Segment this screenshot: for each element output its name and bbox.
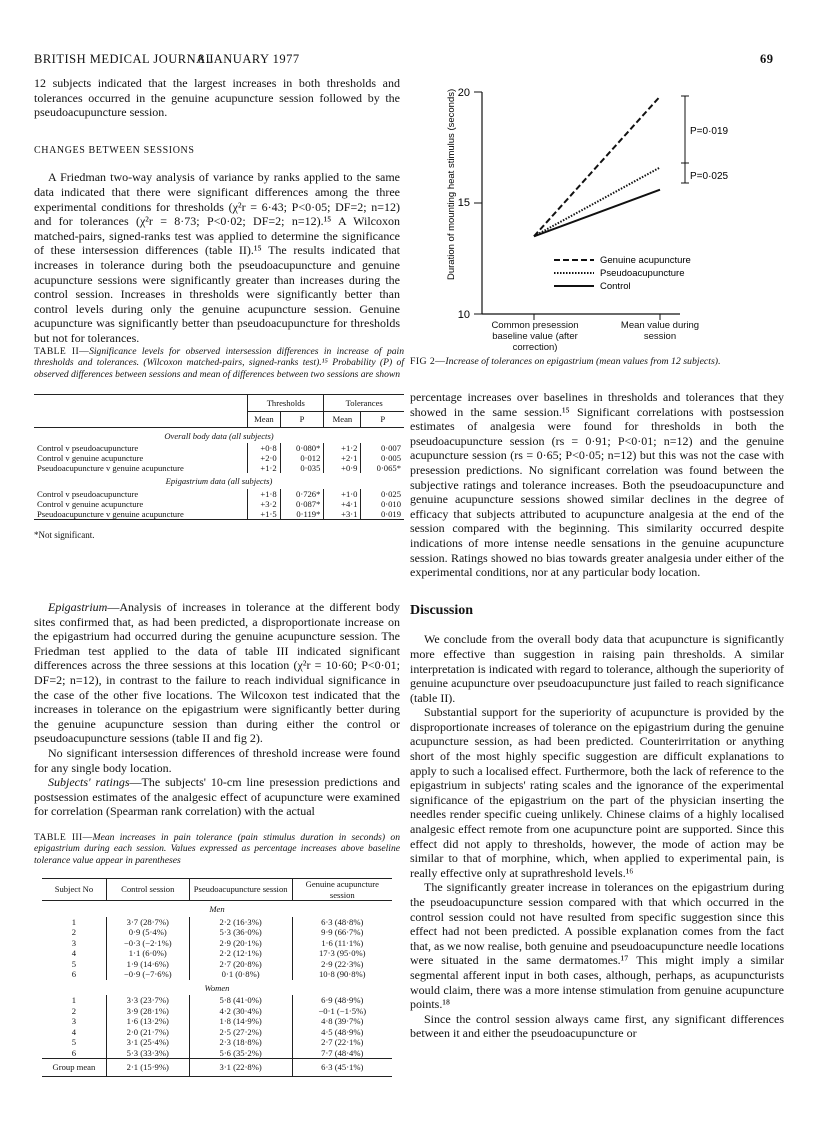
col-subject: Subject No: [54, 884, 94, 895]
cell: +2·1: [324, 453, 361, 463]
table-row: [34, 489, 404, 499]
right-column: [410, 390, 784, 1041]
cell: 0·1 (0·8%): [189, 969, 292, 980]
table-2-footnote: *Not significant.: [34, 530, 95, 541]
cell: +4·1: [324, 499, 361, 509]
table-row: [42, 938, 392, 949]
cell: 6: [71, 1047, 77, 1058]
y-tick-15: 15: [457, 197, 470, 209]
cell: 6·3 (48·8%): [292, 917, 392, 928]
table-row: [42, 917, 392, 928]
cell: 1: [71, 995, 77, 1006]
section-heading: CHANGES BETWEEN SESSIONS: [34, 144, 195, 156]
y-axis-label: Duration of mounting heat stimulus (seconds): [446, 88, 457, 280]
col-mean: Mean: [324, 412, 361, 427]
friedman-paragraph: A Friedman two-way analysis of variance by ranks applied to the same data indicated that there were significant differences among the three experimental conditions for thresholds (χ²r = 6·43; P<0·05; DF=2; n=12) and for tolerances (χ²r = 8·73; P<0·02; DF=2; n=12).¹⁵ A Wilcoxon matched-pairs, signed-ranks test was applied to determine the significance of these intersession differences (table II).¹⁵ The results indicated that increases in tolerance during both the pseudoacupuncture and genuine acupuncture sessions were significantly greater than increases during the control session. Increases in thresholds were significantly better than control levels during only the genuine acupuncture session. Genuine acupuncture was significantly better than pseudoacupuncture for thresholds but not for tolerances.: [34, 170, 400, 345]
ratings-label: Subjects' ratings: [48, 775, 130, 790]
y-tick-10: 10: [457, 309, 470, 321]
cell: 0·080*: [280, 443, 324, 453]
table-3-caption: [34, 832, 400, 866]
cell: 1·6 (13·2%): [106, 1016, 189, 1027]
table-row: [42, 1016, 392, 1027]
cell: 0·9 (5·4%): [106, 927, 189, 938]
cell: 4: [71, 948, 77, 959]
cell: 5·3 (36·0%): [189, 927, 292, 938]
cell: 2·1 (15·9%): [106, 1059, 189, 1077]
cell: 1·1 (6·0%): [106, 948, 189, 959]
table-section-heading: Overall body data (all subjects): [164, 430, 274, 441]
left-column-bottom: [34, 600, 400, 819]
group-mean-row: [42, 1059, 392, 1077]
cell: 6: [71, 969, 77, 980]
discussion-paragraph-2: Substantial support for the superiority of acupuncture is provided by the disproportionate increases of tolerance on the epigastrium during the genuine acupuncture session, as had been predicted. Counterirritation or anything short of the most highly specific suggestion are difficult explanations to apply to such a localised effect. Furthermore, both the lack of reference to the epigastrium in subjects' rating scales and the ignorance of the experimental significance of the epigastrium on the part of the physician inserting the needles render specific cueing unlikely. Chinese claims of a highly localised analgesic effect remote from one acupuncture point are supported. Since this effect did not apply to thresholds, however, the mode of action may be similar to that of morphine, which, when applied to experimental pain, is really effective only at suprathreshold levels.¹⁶: [410, 705, 784, 880]
discussion-paragraph-1: We conclude from the overall body data that acupuncture is significantly more effective than suggestion in raising pain thresholds. A similar interpretation is indicated with regard to tolerance, although the superiority of genuine acupuncture over pseudoacupuncture just failed to reach significance (table II).: [410, 632, 784, 705]
cell: 2·2 (12·1%): [189, 948, 292, 959]
row-label: Pseudoacupuncture v genuine acupuncture: [37, 509, 184, 520]
cell: −0·9 (−7·6%): [106, 969, 189, 980]
cell: 2·9 (22·3%): [292, 959, 392, 970]
cell: −0·3 (−2·1%): [106, 938, 189, 949]
cell: +1·2: [248, 463, 281, 473]
table-3-label: TABLE III—: [34, 832, 93, 843]
cell: +3·2: [248, 499, 281, 509]
cell: 17·3 (95·0%): [292, 948, 392, 959]
legend-pseudo: Pseudoacupuncture: [600, 268, 685, 279]
table-row: [42, 959, 392, 970]
cell: 0·012: [280, 453, 324, 463]
table-2-label: TABLE II—: [34, 346, 90, 357]
row-label: Pseudoacupuncture v genuine acupuncture: [37, 463, 184, 474]
cell: +1·2: [324, 443, 361, 453]
table-3-block: [34, 832, 400, 1077]
cell: 0·035: [280, 463, 324, 473]
discussion-paragraph-4: Since the control session always came first, any significant differences between it and either the pseudoacupuncture or: [410, 1011, 784, 1041]
ratings-text: —The subjects' 10-cm line presession predictions and postsession estimates of the analgesic effect of acupuncture were examined for correlation (Spearman rank correlation) with the actual: [34, 775, 400, 819]
cell: 5: [71, 1037, 77, 1048]
col-genuine: Genuine acupuncture session: [292, 879, 392, 901]
col-pseudo: Pseudoacupuncture session: [189, 879, 292, 901]
col-p: P: [280, 412, 324, 427]
cell: 2·7 (20·8%): [189, 959, 292, 970]
table-3-caption-text: Mean increases in pain tolerance (pain stimulus duration in seconds) on epigastrium during each session. Values expressed as percentage increases above baseline tolerance value appear in parentheses: [34, 832, 400, 866]
row-label: Control v pseudoacupuncture: [37, 442, 139, 453]
epigastrium-paragraph: [34, 600, 400, 746]
series-line-genuine-acupuncture: [534, 96, 660, 236]
cell: 3·3 (23·7%): [106, 995, 189, 1006]
table-row: [42, 969, 392, 980]
y-tick-20: 20: [457, 87, 470, 99]
cell: 3·1 (22·8%): [189, 1059, 292, 1077]
legend-genuine: Genuine acupuncture: [600, 255, 691, 266]
table-row: [42, 1027, 392, 1038]
cell: 3: [71, 1016, 77, 1027]
table-2: [34, 394, 404, 520]
cell: 7·7 (48·4%): [292, 1048, 392, 1059]
cell: +3·1: [324, 509, 361, 520]
table-row: [34, 509, 404, 520]
col-control: Control session: [106, 879, 189, 901]
cell: +1·5: [248, 509, 281, 520]
thresholds-header: Thresholds: [248, 395, 324, 412]
cell: 3: [71, 937, 77, 948]
table-row: [42, 995, 392, 1006]
page-number: 69: [760, 52, 774, 66]
cell: +2·0: [248, 453, 281, 463]
cell: 10·8 (90·8%): [292, 969, 392, 980]
discussion-paragraph-3: The significantly greater increase in tolerances on the epigastrium during the pseudoacupuncture session compared with that which occurred in the control session could not have resulted from specific suggestion since this effect had not been predicted. A possible explanation comes from the fact that, as we now realise, both genuine and pseudoacupuncture needle locations were situated in the same dermatomes.¹⁷ This might imply a similar segmental afferent input in both cases, although, perhaps, as acupuncturists would claim, there was a more intense stimulation from genuine acupuncture points.¹⁸: [410, 880, 784, 1012]
p-value-annotation: P=0·025: [690, 171, 729, 182]
p-value-annotation: P=0·019: [690, 126, 729, 137]
cell: 1: [71, 916, 77, 927]
cell: −0·1 (−1·5%): [292, 1006, 392, 1017]
cell: 0·065*: [361, 463, 404, 473]
journal-name: BRITISH MEDICAL JOURNAL: [34, 52, 214, 66]
cell: 4·8 (39·7%): [292, 1016, 392, 1027]
cell: 3·9 (28·1%): [106, 1006, 189, 1017]
cell: 2·9 (20·1%): [189, 938, 292, 949]
x-tick-baseline: Common presession baseline value (after correction): [491, 320, 579, 353]
table-3: [42, 878, 392, 1077]
cell: 2: [71, 1005, 77, 1016]
figure-2-caption-text: Increase of tolerances on epigastrium (mean values from 12 subjects).: [445, 356, 721, 367]
table-row: [34, 463, 404, 473]
figure-2-caption: [410, 356, 780, 367]
table-2-block: [34, 346, 404, 540]
table-row: [42, 948, 392, 959]
cell: +1·8: [248, 489, 281, 499]
cell: 0·726*: [280, 489, 324, 499]
cell: 5·6 (35·2%): [189, 1048, 292, 1059]
row-label: Control v genuine acupuncture: [37, 453, 144, 464]
epigastrium-text: —Analysis of increases in tolerance at the different body sites confirmed that, as had been predicted, a disproportionate increase on the epigastrium had occurred during the genuine acupuncture session. The Friedman test applied to the data of table III indicated significant differences across the three sessions at this location (χ²r = 10·60; P<0·01; DF=2; n=12), in contrast to the failure to reach individual significance in the case of the other five locations. The Wilcoxon test indicated that the increases in tolerance on the epigastrium were significantly better during the genuine acupuncture session than during either the control or pseudoacupuncture sessions (table II and fig 2).: [34, 600, 400, 746]
table-section-heading: Men: [209, 904, 225, 915]
issue-date: 8 JANUARY 1977: [198, 52, 300, 66]
figure-2-label: FIG 2—: [410, 356, 446, 367]
cell: 5: [71, 958, 77, 969]
epigastrium-label: Epigastrium: [48, 600, 108, 614]
table-row: [34, 453, 404, 463]
intro-paragraph: 12 subjects indicated that the largest increases in both thresholds and tolerances occurred in the genuine acupuncture session followed by the pseudoacupuncture session.: [34, 76, 400, 120]
cell: 2·3 (18·8%): [189, 1037, 292, 1048]
legend-control: Control: [600, 281, 631, 292]
cell: 4·5 (48·9%): [292, 1027, 392, 1038]
table-2-caption-text: Significance levels for observed intersession differences in increase of pain thresholds and tolerances. (Wilcoxon matched-pairs, signed-ranks test).¹⁵ Probability (P) of observed differences between sessions and mean of differences between two sessions are shown: [34, 346, 404, 380]
row-label: Control v pseudoacupuncture: [37, 488, 139, 499]
series-line-pseudoacupuncture: [534, 167, 660, 236]
cell: 2·2 (16·3%): [189, 917, 292, 928]
col-p: P: [361, 412, 404, 427]
discussion-heading: Discussion: [410, 602, 474, 618]
cell: +0·8: [248, 443, 281, 453]
ratings-continued-paragraph: percentage increases over baselines in thresholds and tolerances that they showed in the same session.¹⁵ Significant correlations with postsession estimates of analgesia were found for thresholds in both the pseudoacupuncture session (rs = 0·91; P<0·01; n=12) and the genuine acupuncture session (rs = 0·65; P<0·05; n=12) but this was not the case with presession predictions. No significant correlation was found between the subjective ratings and tolerance increases. Both the pseudoacupuncture and genuine acupuncture sessions showed similar declines in the degree of efficacy that subjects attributed to acupuncture analgesia at the end of the session compared with the beginning. This similarity occurred despite indications of more intense needle sensations in the genuine acupuncture session. Ratings showed no bias towards greater analgesia under either of the experimental conditions, nor at any particular body location.: [410, 390, 784, 580]
figure-2-chart: [410, 80, 790, 350]
cell: 2·0 (21·7%): [106, 1027, 189, 1038]
ratings-paragraph: [34, 775, 400, 819]
table-section-heading: Women: [204, 982, 230, 993]
cell: 4: [71, 1026, 77, 1037]
cell: 4·2 (30·4%): [189, 1006, 292, 1017]
table-row: [34, 443, 404, 453]
left-column-top: [34, 76, 400, 346]
cell: +0·9: [324, 463, 361, 473]
cell: 2·7 (22·1%): [292, 1037, 392, 1048]
x-tick-session: Mean value during session: [620, 320, 700, 342]
table-2-caption: [34, 346, 404, 380]
cell: 9·9 (66·7%): [292, 927, 392, 938]
table-row: [42, 1006, 392, 1017]
cell: Group mean: [52, 1062, 96, 1073]
table-row: [42, 1037, 392, 1048]
cell: 0·007: [361, 443, 404, 453]
cell: 2: [71, 927, 77, 938]
threshold-paragraph: No significant intersession differences of threshold increase were found for any single body location.: [34, 745, 400, 775]
cell: 1·8 (14·9%): [189, 1016, 292, 1027]
cell: 3·7 (28·7%): [106, 917, 189, 928]
col-mean: Mean: [248, 412, 281, 427]
cell: 5·8 (41·0%): [189, 995, 292, 1006]
cell: 1·9 (14·6%): [106, 959, 189, 970]
series-layer: [534, 96, 660, 236]
cell: 0·005: [361, 453, 404, 463]
cell: 0·087*: [280, 499, 324, 509]
table-section-heading: Epigastrium data (all subjects): [165, 476, 273, 487]
row-label: Control v genuine acupuncture: [37, 498, 144, 509]
cell: 5·3 (33·3%): [106, 1048, 189, 1059]
cell: 0·019: [361, 509, 404, 520]
cell: +1·0: [324, 489, 361, 499]
cell: 1·6 (11·1%): [292, 938, 392, 949]
cell: 0·010: [361, 499, 404, 509]
cell: 6·9 (48·9%): [292, 995, 392, 1006]
cell: 0·119*: [280, 509, 324, 520]
cell: 6·3 (45·1%): [292, 1059, 392, 1077]
table-row: [42, 927, 392, 938]
table-row: [42, 1048, 392, 1059]
cell: 0·025: [361, 489, 404, 499]
series-line-control: [534, 190, 660, 237]
cell: 2·5 (27·2%): [189, 1027, 292, 1038]
tolerances-header: Tolerances: [324, 395, 404, 412]
cell: 3·1 (25·4%): [106, 1037, 189, 1048]
table-row: [34, 499, 404, 509]
